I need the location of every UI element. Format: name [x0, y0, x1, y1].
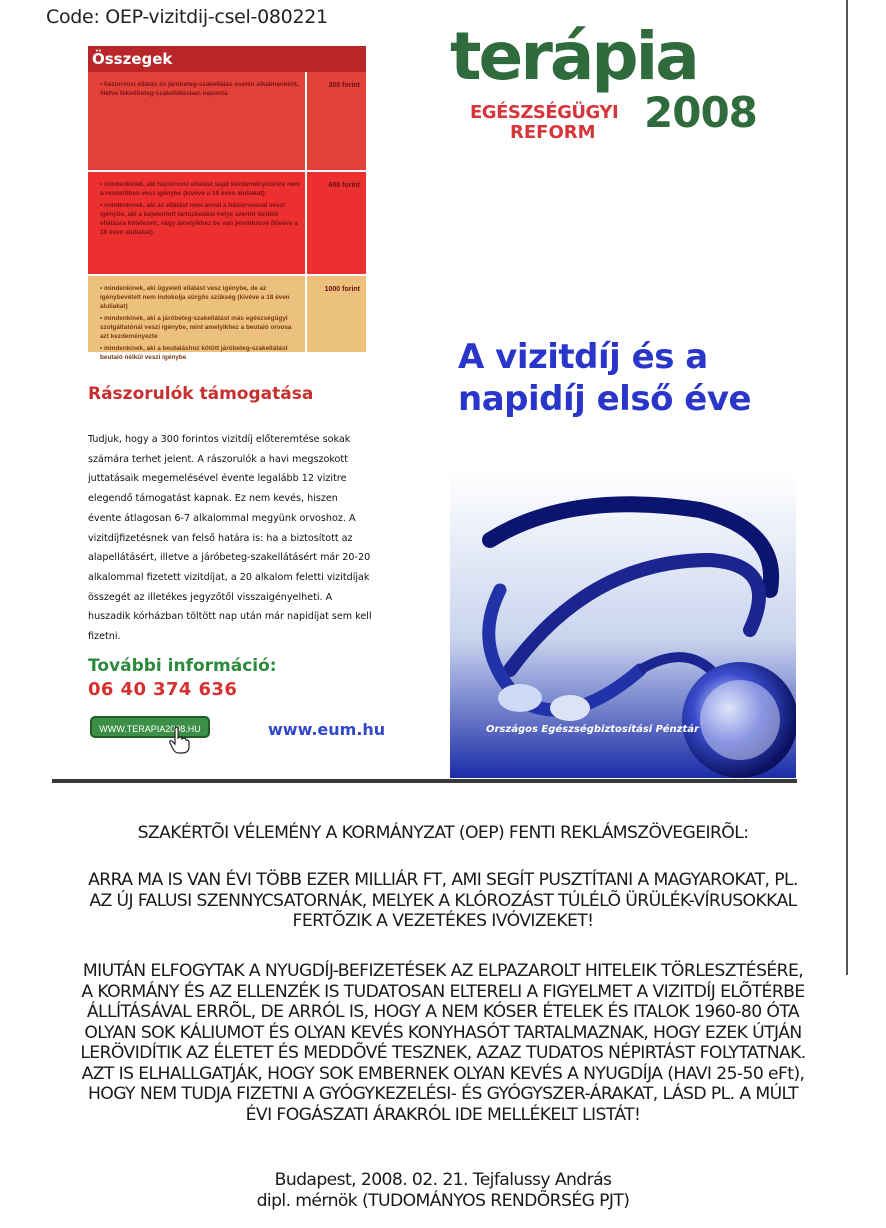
opinion-paragraph-2 [40, 961, 846, 1125]
opinion-paragraph-1 [40, 870, 846, 932]
more-info-label: További információ: [88, 656, 277, 676]
signature [40, 1170, 846, 1211]
headline-line: napidíj első éve [458, 379, 752, 419]
fees-table [88, 46, 366, 361]
hand-cursor-icon [168, 726, 190, 754]
eum-url[interactable]: www.eum.hu [268, 720, 386, 739]
support-paragraph: Tudjuk, hogy a 300 forintos vizitdíj előteremtése sokak számára terhet jelent. A rászorulók a havi megszokott juttatásaik megemelésével évente legalább 12 vizitre elegendő támogatást kapnak. Ez nem kevés, hiszen évente átlagosan 6-7 alkalommal megyünk orvoshoz. A vizitdíjfizetésnek van felső határa is: ha a biztosított az alapellátásért, illetve a járóbeteg-szakellátásért már 20-20 alkalommal fizetett vizitdíjat, a 20 alkalom feletti vizitdíjak összegét az illetékes jegyzőtől visszaigényelheti. A huszadik kórházban töltött nap után már napidíjat sem kell fizetni. [88, 434, 372, 643]
support-title: Rászorulók támogatása [88, 384, 314, 404]
document-code: Code: OEP-vizitdij-csel-080221 [46, 6, 328, 28]
fee-item: • mindenkinek, aki ügyeleti ellátást vesz igénybe, de az igénybevételt nem indokolja sürgős szükség (kivéve a 18 éven aluliakat) [100, 284, 302, 311]
logo-subtitle-line1: EGÉSZSÉGÜGYI [470, 102, 619, 123]
fee-item: • mindenkinek, aki a járóbeteg-szakellátást más egészségügyi szolgáltatónál veszi igénybe, mint amelyikhez a beutaló orvosa azt kezdeményezte [100, 314, 302, 341]
opinion-line: SZAKÉRTÕI VÉLEMÉNY A KORMÁNYZAT (OEP) FENTI REKLÁMSZÖVEGEIRÕL: [137, 823, 749, 843]
opinion-line: MIUTÁN ELFOGYTAK A NYUGDÍJ-BEFIZETÉSEK AZ ELPAZAROLT HITELEIK TÖRLESZTÉSÉRE, [82, 961, 804, 981]
fee-item: • mindenkinek, aki háziorvosi ellátást saját kezdeményezésre nem a rendelőben vesz igénybe (kivéve a 18 éven aluliakat) [100, 180, 302, 198]
opinion-line: ÁLLÍTÁSÁVAL ERRÕL, DE ARRÓL IS, HOGY A NEM KÓSER ÉTELEK ÉS ITALOK 1960-80 ÓTA [86, 1002, 800, 1022]
leaflet-headline [458, 336, 798, 420]
headline-line: A vizitdíj és a [458, 337, 708, 377]
fee-price: 600 forint [328, 182, 360, 189]
logo-word: terápia [450, 18, 697, 95]
fee-item: • mindenkinek, aki a beutaláshoz kötött járóbeteg-szakellátást beutaló nélkül veszi igénybe [100, 344, 302, 362]
opinion-line: ARRA MA IS VAN ÉVI TÖBB EZER MILLIÁR FT, AMI SEGÍT PUSZTÍTANI A MAGYAROKAT, PL. [88, 870, 798, 890]
fee-row-text [100, 80, 302, 101]
fee-item: • mindenkinek, aki az ellátást nem annál a háziorvosnál veszi igénybe, aki a bejelentett tartózkodási helye szerint területi ellátásra kötelezett, vagy amelyikhez be van jelentkezve (kivéve a 18 éven aluliakat) [100, 201, 302, 237]
opinion-title [40, 823, 846, 844]
logo-subtitle-line2: REFORM [510, 122, 596, 143]
fee-price: 300 forint [328, 82, 360, 89]
fee-column-divider [305, 72, 307, 170]
fee-row-text [100, 180, 302, 240]
opinion-line: ÉVI FOGÁSZATI ÁRAKRÓL IDE MELLÉKELT LISTÁT! [245, 1104, 641, 1125]
phone-number: 06 40 374 636 [88, 679, 238, 700]
oep-label: Országos Egészségbiztosítási Pénztár [486, 724, 699, 735]
fee-column-divider [305, 276, 307, 352]
opinion-line: AZ ÚJ FALUSI SZENNYCSATORNÁK, MELYEK A KLÓROZÁST TÚLÉLÕ ÜRÜLÉK-VÍRUSOKKAL [89, 890, 797, 911]
fee-row-text [100, 284, 302, 365]
fee-item: • háziorvosi ellátás és járóbeteg-szakellátás esetén alkalmanként, illetve fekvőbeteg-szakellátásban naponta [100, 80, 302, 98]
website-button[interactable]: WWW.TERAPIA2008.HU [90, 716, 210, 738]
opinion-line: LERÖVIDÍTIK AZ ÉLETET ÉS MEDDÕVÉ TESZNEK, AZAZ TUDATOS NÉPIRTÁST FOLYTATNAK. [80, 1043, 806, 1063]
fee-price: 1000 forint [324, 286, 360, 293]
logo-year: 2008 [644, 88, 757, 137]
fee-row [88, 274, 366, 361]
opinion-line: OLYAN SOK KÁLIUMOT ÉS OLYAN KEVÉS KONYHASÓT TARTALMAZNAK, HOGY EZEK ÚTJÁN [84, 1022, 802, 1043]
leaflet-bottom-rule [52, 779, 797, 783]
fee-column-divider [305, 172, 307, 274]
opinion-line: A KORMÁNY ÉS AZ ELLENZÉK IS TUDATOSAN ELTERELI A FIGYELMET A VIZITDÍJ ELÕTÉRBE [81, 981, 805, 1002]
terapia-logo [450, 18, 770, 148]
support-body [88, 430, 372, 647]
fee-row [88, 72, 366, 170]
scan-edge-line [846, 0, 848, 975]
signature-line: dipl. mérnök (TUDOMÁNYOS RENDÕRSÉG PJT) [256, 1190, 630, 1211]
opinion-line: AZT IS ELHALLGATJÁK, HOGY SOK EMBERNEK OLYAN KEVÉS A NYUGDÍJA (HAVI 25-50 eFt), [81, 1063, 805, 1084]
opinion-line: FERTÕZIK A VEZETÉKES IVÓVIZEKET! [292, 911, 594, 931]
signature-line: Budapest, 2008. 02. 21. Tejfalussy András [274, 1170, 612, 1190]
fee-row [88, 170, 366, 274]
opinion-line: HOGY NEM TUDJA FIZETNI A GYÓGYKEZELÉSI- ÉS GYÓGYSZER-ÁRAKAT, LÁSD PL. A MÚLT [87, 1084, 799, 1104]
fees-table-header: Összegek [88, 46, 366, 72]
